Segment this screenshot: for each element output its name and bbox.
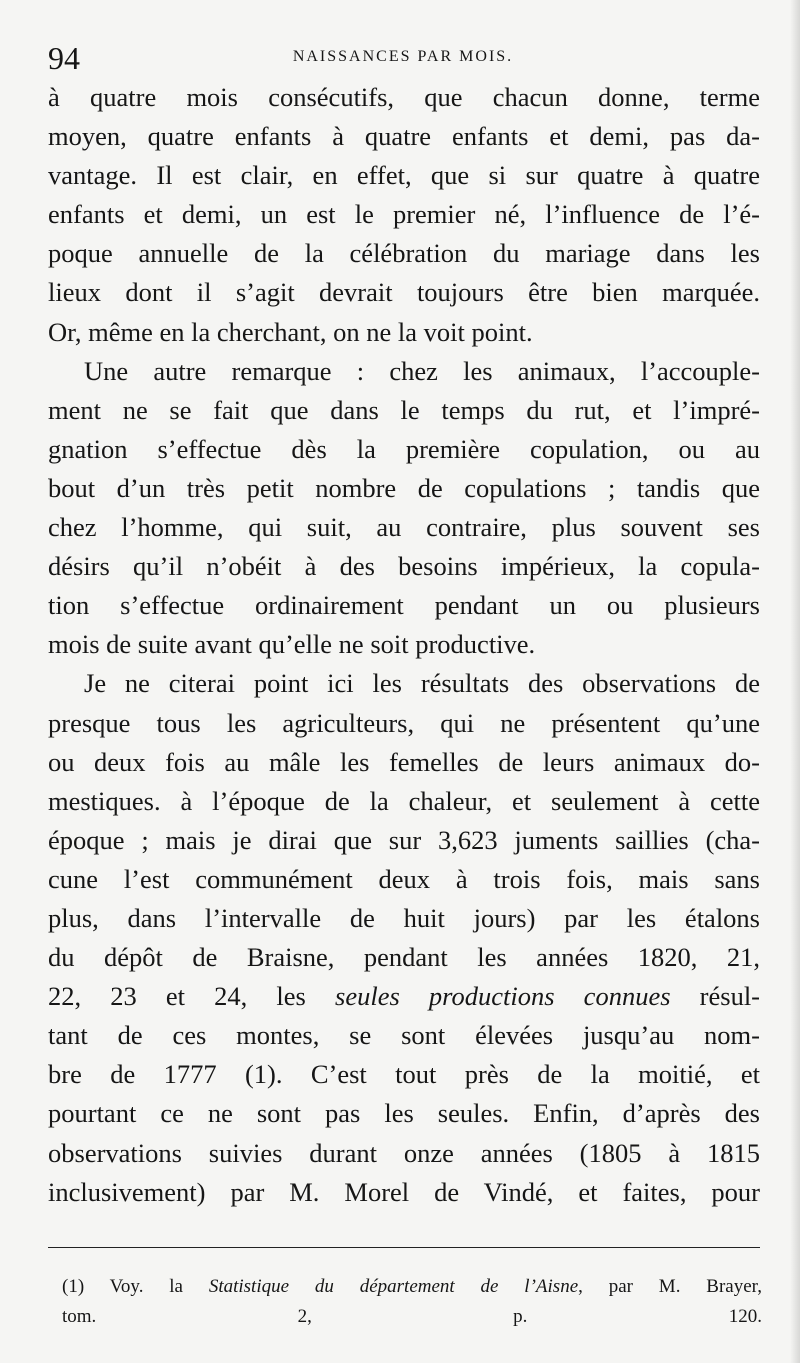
text-line: plus, dans l’intervalle de huit jours) par les étalons bbox=[48, 902, 760, 933]
text-line: ment ne se fait que dans le temps du rut, et l’impré- bbox=[48, 394, 760, 425]
text-line: cune l’est communément deux à trois fois, mais sans bbox=[48, 863, 760, 894]
text-line: vantage. Il est clair, en effet, que si sur quatre à quatre bbox=[48, 160, 760, 191]
text-line: poque annuelle de la célébration du mariage dans les bbox=[48, 238, 760, 269]
text-line: mestiques. à l’époque de la chaleur, et seulement à cette bbox=[48, 785, 760, 816]
text-line: bre de 1777 (1). C’est tout près de la moitié, et bbox=[48, 1059, 760, 1090]
text-run: , par M. Brayer, bbox=[578, 1276, 762, 1297]
text-line: bout d’un très petit nombre de copulations ; tandis que bbox=[48, 472, 760, 503]
text-line: du dépôt de Braisne, pendant les années 1820, 21, bbox=[48, 942, 760, 973]
page-header bbox=[48, 36, 758, 80]
text-line: presque tous les agriculteurs, qui ne présentent qu’une bbox=[48, 707, 760, 738]
text-line: moyen, quatre enfants à quatre enfants et demi, pas da- bbox=[48, 121, 760, 152]
text-line: enfants et demi, un est le premier né, l’influence de l’é- bbox=[48, 199, 760, 230]
text-run: résul- bbox=[670, 981, 761, 1012]
text-line: tant de ces montes, se sont élevées jusqu’au nom- bbox=[48, 1020, 760, 1051]
text-line: ou deux fois au mâle les femelles de leurs animaux do- bbox=[48, 746, 760, 777]
italic-phrase: seules productions connues bbox=[335, 981, 671, 1012]
text-line: lieux dont il s’agit devrait toujours être bien marquée. bbox=[48, 277, 760, 308]
page-number: 94 bbox=[48, 40, 80, 76]
body-text bbox=[48, 78, 760, 1212]
text-line: mois de suite avant qu’elle ne soit productive. bbox=[48, 629, 536, 660]
footnote bbox=[62, 1272, 762, 1332]
text-line: gnation s’effectue dès la première copulation, ou au bbox=[48, 433, 760, 464]
text-line: époque ; mais je dirai que sur 3,623 juments saillies (cha- bbox=[48, 824, 760, 855]
text-line-with-italic bbox=[48, 977, 760, 1016]
text-run: 22, 23 et 24, les bbox=[48, 981, 336, 1012]
text-run: Voy. la bbox=[84, 1276, 209, 1297]
running-head: NAISSANCES PAR MOIS. bbox=[292, 48, 514, 65]
text-line: Or, même en la cherchant, on ne la voit point. bbox=[48, 316, 533, 347]
paragraph-first-line: Je ne citerai point ici les résultats des observations de bbox=[84, 668, 760, 699]
text-line: inclusivement) par M. Morel de Vindé, et faites, pour bbox=[48, 1176, 760, 1207]
paragraph-first-line: Une autre remarque : chez les animaux, l’accouple- bbox=[84, 355, 760, 386]
footnote-line bbox=[62, 1272, 762, 1302]
text-line: chez l’homme, qui suit, au contraire, plus souvent ses bbox=[48, 512, 760, 543]
text-line: pourtant ce ne sont pas les seules. Enfin, d’après des bbox=[48, 1098, 760, 1129]
footnote-italic-title: Statistique du département de l’Aisne bbox=[208, 1276, 579, 1297]
footnote-line: tom. 2, p. 120. bbox=[62, 1306, 762, 1327]
text-line: observations suivies durant onze années (1805 à 1815 bbox=[48, 1137, 760, 1168]
footnote-rule bbox=[48, 1247, 760, 1248]
text-line: désirs qu’il n’obéit à des besoins impérieux, la copula- bbox=[48, 551, 760, 582]
text-line: à quatre mois consécutifs, que chacun donne, terme bbox=[48, 82, 760, 112]
footnote-marker: (1) bbox=[62, 1276, 85, 1297]
text-line: tion s’effectue ordinairement pendant un ou plusieurs bbox=[48, 590, 760, 621]
